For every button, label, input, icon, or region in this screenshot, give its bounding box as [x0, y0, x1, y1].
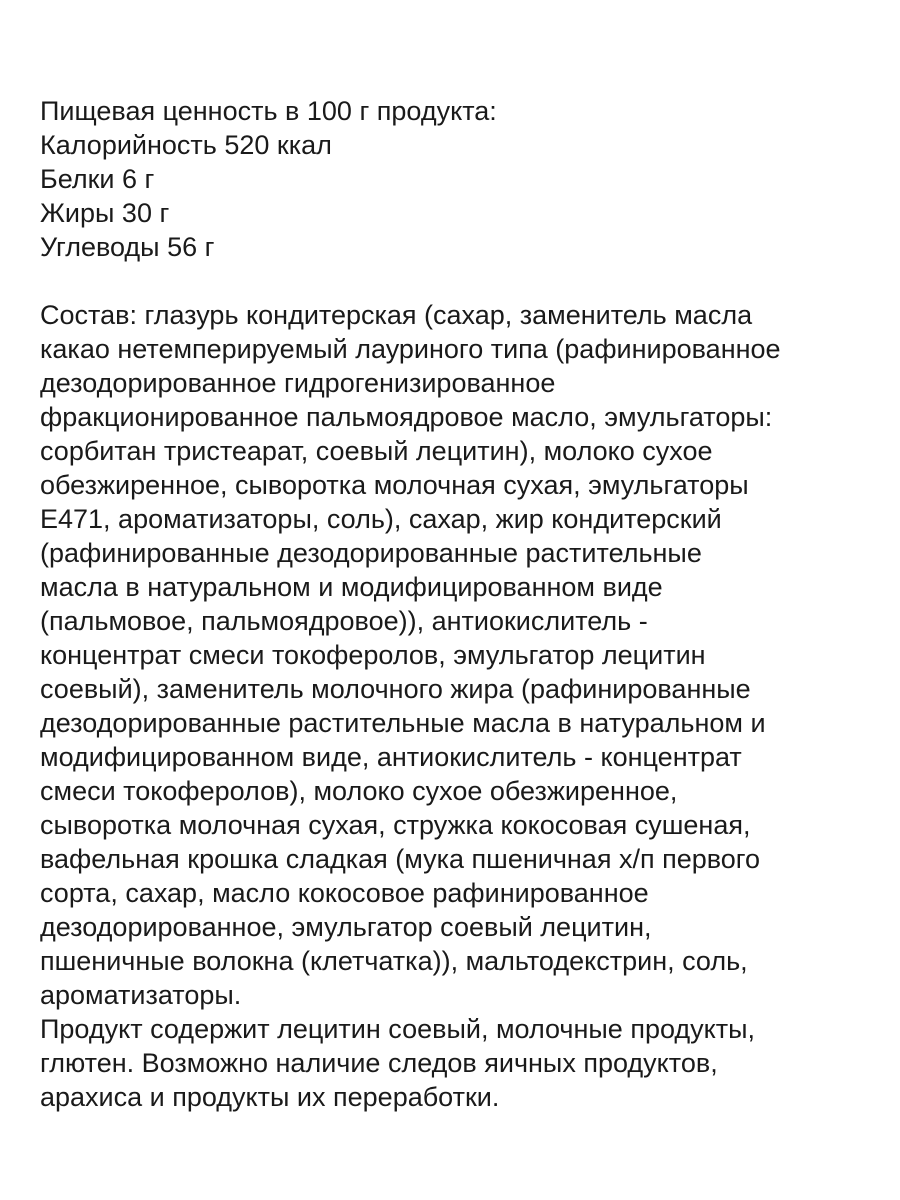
protein-line: Белки 6 г [40, 164, 155, 194]
composition-line: Е471, ароматизаторы, соль), сахар, жир кондитерский [40, 504, 722, 534]
composition-line: сорбитан тристеарат, соевый лецитин), молоко сухое [40, 436, 713, 466]
composition-line: модифицированном виде, антиокислитель - концентрат [40, 742, 742, 772]
nutrition-heading: Пищевая ценность в 100 г продукта: [40, 96, 497, 126]
composition-line: масла в натуральном и модифицированном виде [40, 572, 663, 602]
composition-line: фракционированное пальмоядровое масло, эмульгаторы: [40, 402, 773, 432]
composition-line: концентрат смеси токоферолов, эмульгатор лецитин [40, 640, 706, 670]
composition-line: вафельная крошка сладкая (мука пшеничная х/п первого [40, 844, 761, 874]
composition-line: ароматизаторы. [40, 980, 242, 1010]
composition-line: пшеничные волокна (клетчатка)), мальтодекстрин, соль, [40, 946, 748, 976]
allergen-line: Продукт содержит лецитин соевый, молочные продукты, [40, 1014, 756, 1044]
composition-line: соевый), заменитель молочного жира (рафинированные [40, 674, 751, 704]
allergen-notice [40, 1012, 870, 1114]
composition-line: дезодорированные растительные масла в натуральном и [40, 708, 766, 738]
composition-line: какао нетемперируемый лауриного типа (рафинированное [40, 334, 781, 364]
carbs-line: Углеводы 56 г [40, 232, 215, 262]
composition-line: Состав: глазурь кондитерская (сахар, заменитель масла [40, 300, 753, 330]
fat-line: Жиры 30 г [40, 198, 170, 228]
composition-line: сыворотка молочная сухая, стружка кокосовая сушеная, [40, 810, 751, 840]
allergen-line: арахиса и продукты их переработки. [40, 1082, 500, 1112]
composition-line: обезжиренное, сыворотка молочная сухая, эмульгаторы [40, 470, 749, 500]
label-document [40, 94, 870, 1114]
composition-line: дезодорированное, эмульгатор соевый лецитин, [40, 912, 652, 942]
composition-text [40, 298, 870, 1012]
nutrition-facts [40, 94, 870, 264]
composition-line: сорта, сахар, масло кокосовое рафинированное [40, 878, 649, 908]
composition-line: смеси токоферолов), молоко сухое обезжиренное, [40, 776, 678, 806]
calories-line: Калорийность 520 ккал [40, 130, 332, 160]
composition-line: (рафинированные дезодорированные растительные [40, 538, 702, 568]
composition-line: (пальмовое, пальмоядровое)), антиокислитель - [40, 606, 648, 636]
allergen-line: глютен. Возможно наличие следов яичных продуктов, [40, 1048, 718, 1078]
composition-line: дезодорированное гидрогенизированное [40, 368, 556, 398]
